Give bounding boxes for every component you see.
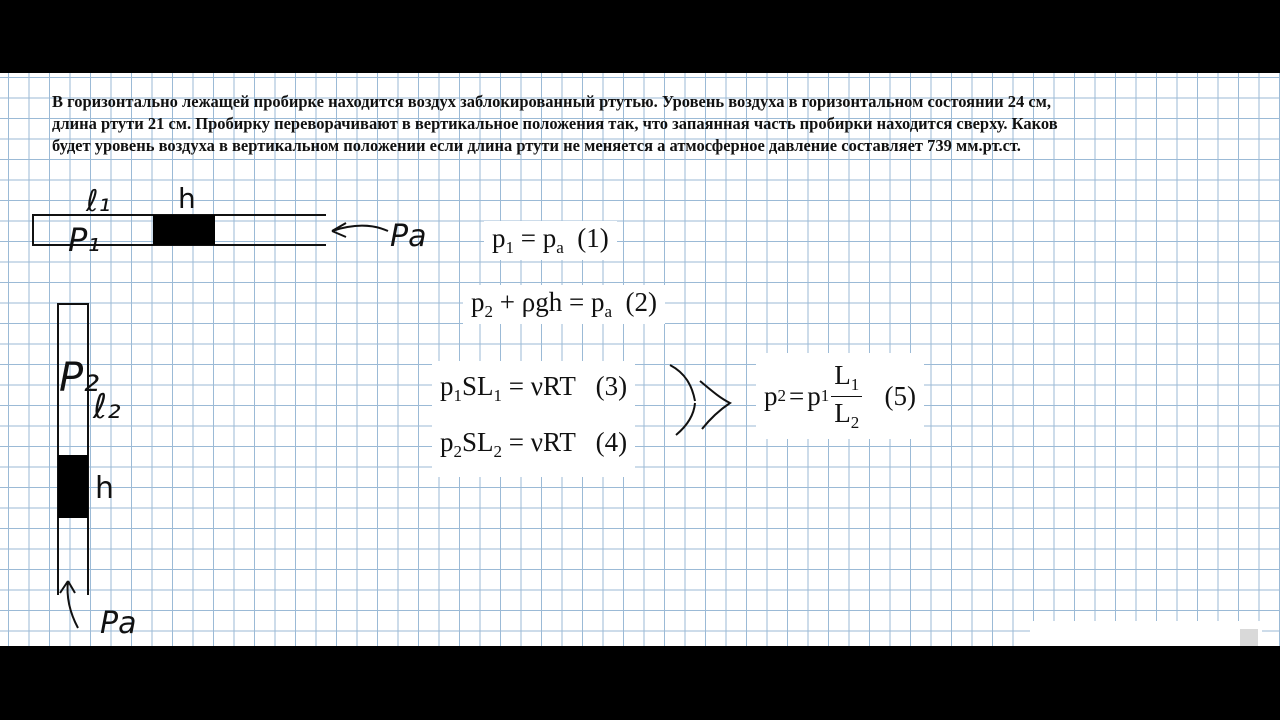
mercury-column-vertical [58,455,88,518]
brace-arrows [670,365,695,435]
eq4-p: p [440,427,454,457]
label-l2: ℓ₂ [93,387,121,427]
eq4-l-sub: 2 [493,442,503,461]
eq5-den-sub: 2 [850,412,860,432]
eq2-equals: = [568,287,585,317]
eq1-rhs: p [542,223,557,253]
equations-3-4 [432,361,635,477]
eq1-equals: = [520,223,536,253]
pressure-arrow-bottom [60,581,78,628]
equation-1 [484,221,617,260]
sketch-drawing [0,73,1280,646]
problem-line-3: будет уровень воздуха в вертикальном положении если длина ртути не меняется а атмосферное давление составляет 739 мм.рт.ст. [52,136,1021,155]
equation-2 [463,285,665,324]
eq2-pa: p [590,287,605,317]
eq5-p-sub: 1 [820,386,830,405]
problem-line-2: длина ртути 21 см. Пробирку переворачивают в вертикальное положения так, что запаянная часть пробирки находится сверху. Каков [52,114,1058,133]
eq1-rhs-sub: a [556,238,564,257]
label-p1: P₁ [68,221,101,259]
eq1-lhs-sub: 1 [505,238,514,257]
notebook-page [0,73,1280,646]
eq5-den-l: L [834,397,851,428]
eq3-tag: (3) [595,371,628,401]
eq5-tag: (5) [884,380,916,411]
label-h-top: h [178,182,196,215]
eq3-sl: SL [462,371,494,401]
eq3-l-sub: 1 [493,386,503,405]
eq5-lhs-sub: 2 [777,386,786,405]
eq3-rhs: νRT [530,371,576,401]
eq4-sl: SL [462,427,494,457]
eq4-p-sub: 2 [453,442,462,461]
eq2-p-sub: 2 [484,302,493,321]
eq2-pa-sub: a [604,302,612,321]
scrollbar-corner[interactable] [1240,629,1258,646]
implies-arrow [700,381,730,429]
eq5-equals: = [789,380,805,411]
eq4-tag: (4) [595,427,628,457]
eq2-p: p [471,287,485,317]
eq2-rhogh: ρgh [521,287,563,317]
eq3-p: p [440,371,454,401]
mercury-column-horizontal [153,215,215,245]
eq3-equals: = [508,371,524,401]
eq3-p-sub: 1 [453,386,462,405]
equation-5 [756,353,924,439]
label-pa-bottom: Pa [100,606,137,641]
equation-4 [440,419,627,475]
eq4-rhs: νRT [530,427,576,457]
eq1-tag: (1) [577,223,609,253]
pressure-arrow-right [332,223,388,237]
eq5-numerator [831,360,862,397]
eq2-plus: + [499,287,515,317]
vertical-tube [58,304,88,595]
eq5-num-sub: 1 [850,374,860,394]
eq5-p: p [807,380,821,411]
corner-panel [1030,621,1262,646]
eq5-lhs: p [764,380,778,411]
problem-line-1: В горизонтально лежащей пробирке находится воздух заблокированный ртутью. Уровень воздуха в горизонтальном состоянии 24 см, [52,92,1052,111]
eq4-equals: = [508,427,524,457]
equation-3 [440,363,627,419]
label-p2: P₂ [59,355,100,401]
eq5-num-l: L [834,359,851,390]
eq5-denominator [831,397,862,433]
label-h-side: h [95,471,115,506]
eq1-lhs: p [492,223,506,253]
eq2-tag: (2) [625,287,657,317]
eq5-fraction [831,360,862,433]
label-l1: ℓ₁ [86,184,111,219]
label-pa-top: Pa [390,219,427,254]
